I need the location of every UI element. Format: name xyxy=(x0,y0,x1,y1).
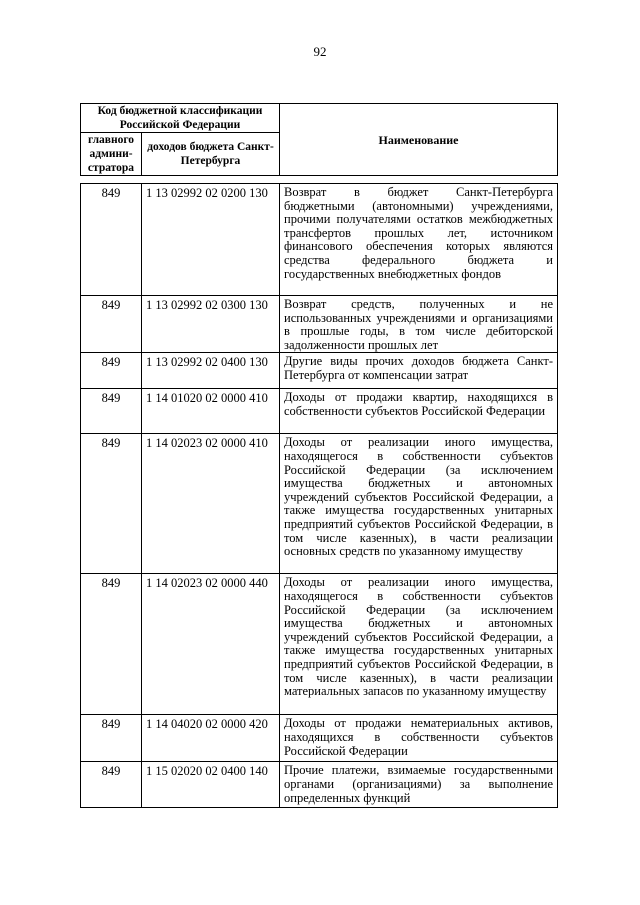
code-cell: 1 14 01020 02 0000 410 xyxy=(142,389,280,434)
name-cell: Доходы от продажи квартир, находящихся в собственности субъектов Российской Федерации xyxy=(280,389,558,434)
admin-cell: 849 xyxy=(81,353,142,389)
classification-table xyxy=(80,183,558,808)
code-cell: 1 13 02992 02 0300 130 xyxy=(142,296,280,353)
name-cell: Другие виды прочих доходов бюджета Санкт-Петербурга от компенсации затрат xyxy=(280,353,558,389)
code-cell: 1 13 02992 02 0400 130 xyxy=(142,353,280,389)
admin-cell: 849 xyxy=(81,715,142,762)
name-cell: Доходы от реализации иного имущества, находящегося в собственности субъектов Российской Федерации (за исключением имущества бюджетных и автономных учреждений субъектов Российской Федерации, а также имущества государственных унитарных предприятий субъектов Российской Федерации, в том числе казенных), в части реализации основных средств по указанному имуществу xyxy=(280,434,558,574)
admin-cell: 849 xyxy=(81,574,142,715)
header-name: Наименование xyxy=(280,104,558,176)
page-number: 92 xyxy=(313,44,327,59)
name-cell: Доходы от продажи нематериальных активов, находящихся в собственности субъектов Российской Федерации xyxy=(280,715,558,762)
name-cell: Прочие платежи, взимаемые государственными органами (организациями) за выполнение определенных функций xyxy=(280,762,558,808)
code-cell: 1 15 02020 02 0400 140 xyxy=(142,762,280,808)
admin-cell: 849 xyxy=(81,296,142,353)
name-cell: Возврат средств, полученных и не использованных учреждениями и организациями в прошлые годы, в том числе дебиторской задолженности прошлых лет xyxy=(280,296,558,353)
table-row xyxy=(81,389,558,434)
table-row xyxy=(81,434,558,574)
table-row xyxy=(81,762,558,808)
admin-cell: 849 xyxy=(81,762,142,808)
table-row xyxy=(81,296,558,353)
admin-cell: 849 xyxy=(81,184,142,296)
header-code-group: Код бюджетной классификации Российской Федерации xyxy=(81,104,280,133)
header-income: доходов бюджета Санкт-Петербурга xyxy=(142,133,280,176)
table-row xyxy=(81,574,558,715)
table-row xyxy=(81,353,558,389)
name-cell: Возврат в бюджет Санкт-Петербурга бюджетными (автономными) учреждениями, прочими получателями остатков межбюджетных трансфертов прошлых лет, источником финансового обеспечения которых являются средства федерального бюджета и государственных внебюджетных фондов xyxy=(280,184,558,296)
header-admin: главного админи-стратора xyxy=(81,133,142,176)
admin-cell: 849 xyxy=(81,434,142,574)
code-cell: 1 14 02023 02 0000 410 xyxy=(142,434,280,574)
table-row xyxy=(81,184,558,296)
header-table xyxy=(80,103,558,176)
code-cell: 1 14 04020 02 0000 420 xyxy=(142,715,280,762)
code-cell: 1 14 02023 02 0000 440 xyxy=(142,574,280,715)
name-cell: Доходы от реализации иного имущества, находящегося в собственности субъектов Российской Федерации (за исключением имущества бюджетных и автономных учреждений субъектов Российской Федерации, а также имущества государственных унитарных предприятий субъектов Российской Федерации, в том числе казенных), в части реализации материальных запасов по указанному имуществу xyxy=(280,574,558,715)
table-row xyxy=(81,715,558,762)
admin-cell: 849 xyxy=(81,389,142,434)
code-cell: 1 13 02992 02 0200 130 xyxy=(142,184,280,296)
